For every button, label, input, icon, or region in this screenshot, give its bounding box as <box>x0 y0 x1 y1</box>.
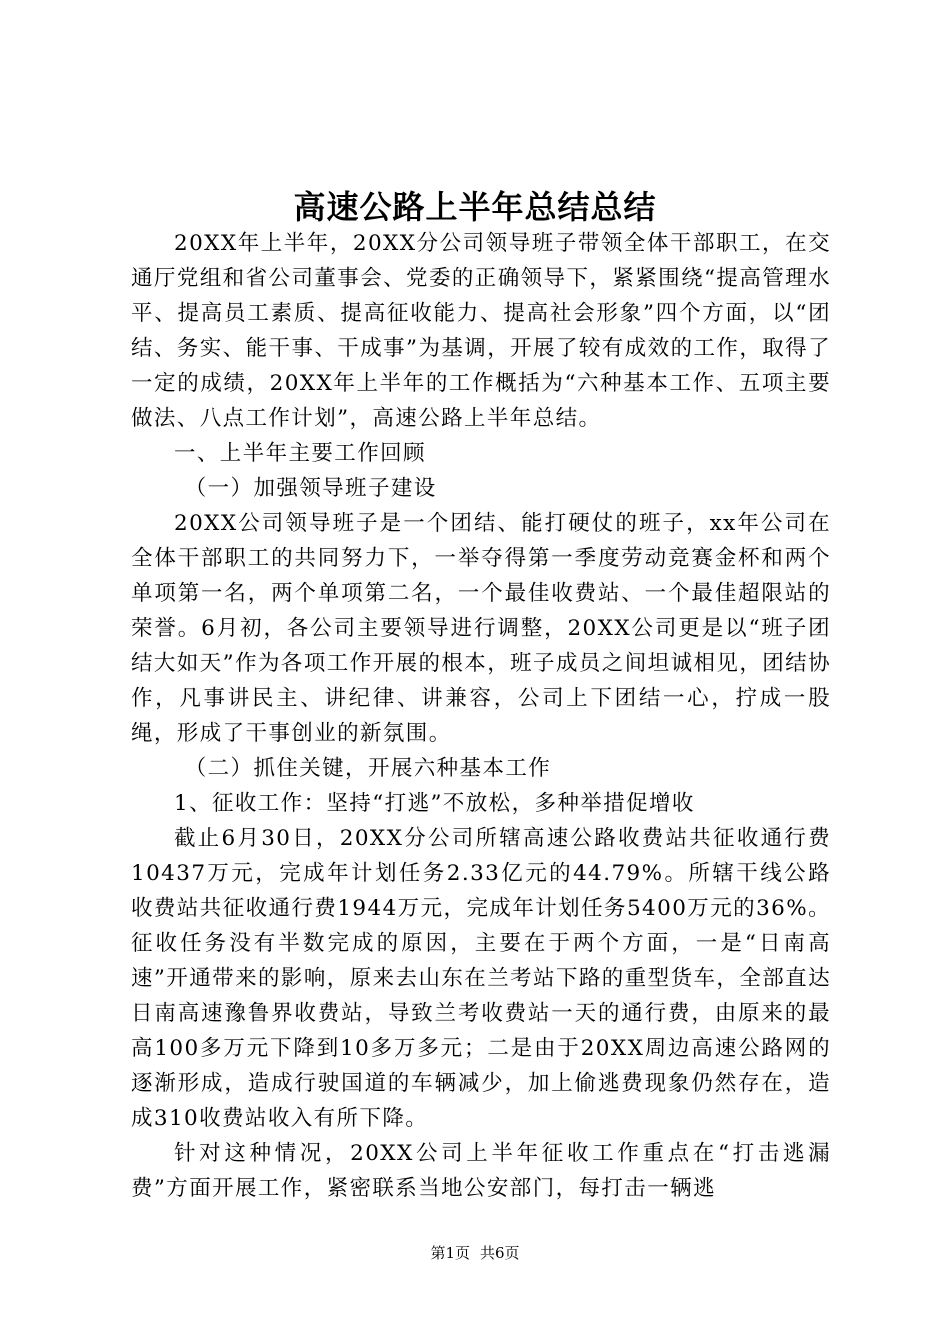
paragraph-countermeasures: 针对这种情况，20XX公司上半年征收工作重点在“打击逃漏费”方面开展工作，紧密联系当地公安部门，每打击一辆逃 <box>131 1141 831 1201</box>
paragraph-leadership: 20XX公司领导班子是一个团结、能打硬仗的班子，xx年公司在全体干部职工的共同努力下，一举夺得第一季度劳动竞赛金杯和两个单项第一名，两个单项第二名，一个最佳收费站、一个最佳超限站的荣誉。6月初，各公司主要领导进行调整，20XX公司更是以“班子团结大如天”作为各项工作开展的根本，班子成员之间坦诚相见，团结协作，凡事讲民主、讲纪律、讲兼容，公司上下团结一心，拧成一股绳，形成了干事创业的新氛围。 <box>131 511 831 746</box>
item-heading: 1、征收工作：坚持“打逃”不放松，多种举措促增收 <box>174 791 695 816</box>
document-title: 高速公路上半年总结总结 <box>293 188 657 226</box>
paragraph-intro: 20XX年上半年，20XX分公司领导班子带领全体干部职工，在交通厅党组和省公司董事会、党委的正确领导下，紧紧围绕“提高管理水平、提高员工素质、提高征收能力、提高社会形象”四个方面，以“团结、务实、能干事、干成事”为基调，开展了较有成效的工作，取得了一定的成绩，20XX年上半年的工作概括为“六种基本工作、五项主要做法、八点工作计划”，高速公路上半年总结。 <box>131 231 831 431</box>
page-number: 第1页 <box>430 1244 470 1262</box>
section-heading: 一、上半年主要工作回顾 <box>174 441 426 466</box>
subsection-heading: （二）抓住关键，开展六种基本工作 <box>184 756 552 781</box>
page-footer <box>0 1241 950 1265</box>
paragraph-collection: 截止6月30日，20XX分公司所辖高速公路收费站共征收通行费10437万元，完成年计划任务2.33亿元的44.79%。所辖干线公路收费站共征收通行费1944万元，完成年计划任务5400万元的36%。征收任务没有半数完成的原因，主要在于两个方面，一是“日南高速”开通带来的影响，原来去山东在兰考站下路的重型货车，全部直达日南高速豫鲁界收费站，导致兰考收费站一天的通行费，由原来的最高100多万元下降到10多万多元；二是由于20XX周边高速公路网的逐渐形成，造成行驶国道的车辆减少，加上偷逃费现象仍然存在，造成310收费站收入有所下降。 <box>131 826 831 1131</box>
document-body <box>131 226 831 1206</box>
subsection-heading: （一）加强领导班子建设 <box>184 476 437 501</box>
page-total: 共6页 <box>480 1244 520 1262</box>
